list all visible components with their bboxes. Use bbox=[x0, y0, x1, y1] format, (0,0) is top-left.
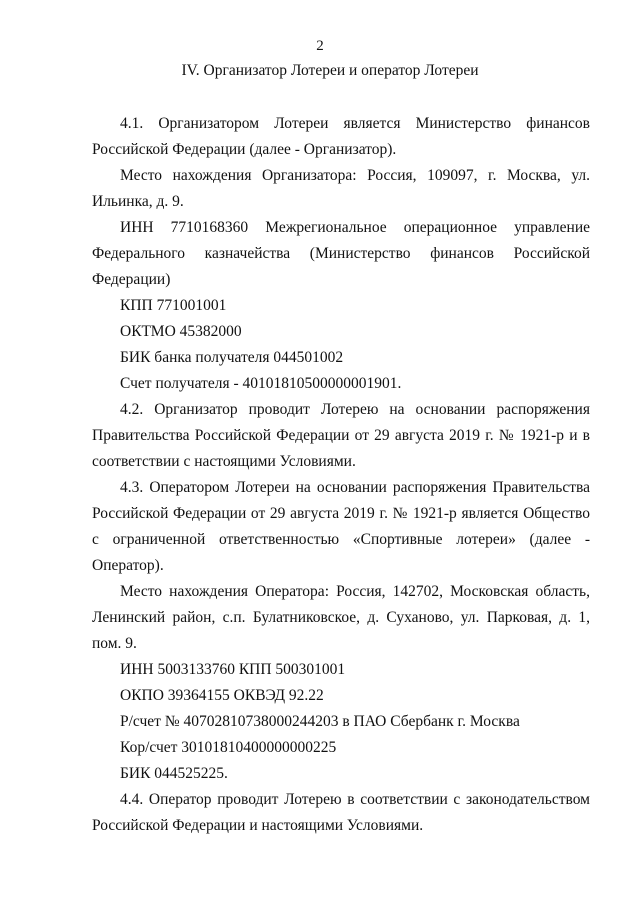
operator-corr-account: Кор/счет 30101810400000000225 bbox=[120, 739, 337, 756]
operator-address: Место нахождения Оператора: Россия, 142702, Московская область, Ленинский район, с.п. Булатниковское, д. Суханово, ул. Парковая, д. 1, пом. 9. bbox=[92, 583, 590, 652]
organizer-kpp: КПП 771001001 bbox=[120, 297, 227, 314]
paragraph-4-4: 4.4. Оператор проводит Лотерею в соответствии с законодательством Российской Федерации и настоящими Условиями. bbox=[92, 791, 590, 834]
organizer-address: Место нахождения Организатора: Россия, 109097, г. Москва, ул. Ильинка, д. 9. bbox=[92, 167, 590, 210]
operator-okpo-okved: ОКПО 39364155 ОКВЭД 92.22 bbox=[120, 687, 324, 704]
section-title: IV. Организатор Лотереи и оператор Лотереи bbox=[181, 62, 479, 79]
operator-inn-kpp: ИНН 5003133760 КПП 500301001 bbox=[120, 661, 346, 678]
paragraph-4-3: 4.3. Оператором Лотереи на основании распоряжения Правительства Российской Федерации от 29 августа 2019 г. № 1921-р является Общество с ограниченной ответственностью «Спортивные лотереи» (далее - Оператор). bbox=[92, 479, 590, 574]
operator-bik: БИК 044525225. bbox=[120, 765, 228, 782]
organizer-oktmo: ОКТМО 45382000 bbox=[120, 323, 242, 340]
paragraph-4-2: 4.2. Организатор проводит Лотерею на основании распоряжения Правительства Российской Федерации от 29 августа 2019 г. № 1921-р и в соответствии с настоящими Условиями. bbox=[92, 401, 590, 470]
paragraph-4-1: 4.1. Организатором Лотереи является Министерство финансов Российской Федерации (далее - Организатор). bbox=[92, 115, 590, 158]
document-body bbox=[92, 111, 590, 839]
organizer-inn-line-3: Федерации) bbox=[92, 271, 171, 288]
organizer-inn-line-2: Федерального казначейства (Министерство финансов Российской bbox=[92, 245, 590, 262]
organizer-bik: БИК банка получателя 044501002 bbox=[120, 349, 344, 366]
organizer-account: Счет получателя - 40101810500000001901. bbox=[120, 375, 402, 392]
page-number: 2 bbox=[316, 38, 324, 54]
operator-account: Р/счет № 40702810738000244203 в ПАО Сбербанк г. Москва bbox=[120, 713, 520, 730]
organizer-inn-line-1: ИНН 7710168360 Межрегиональное операционное управление bbox=[120, 219, 590, 236]
